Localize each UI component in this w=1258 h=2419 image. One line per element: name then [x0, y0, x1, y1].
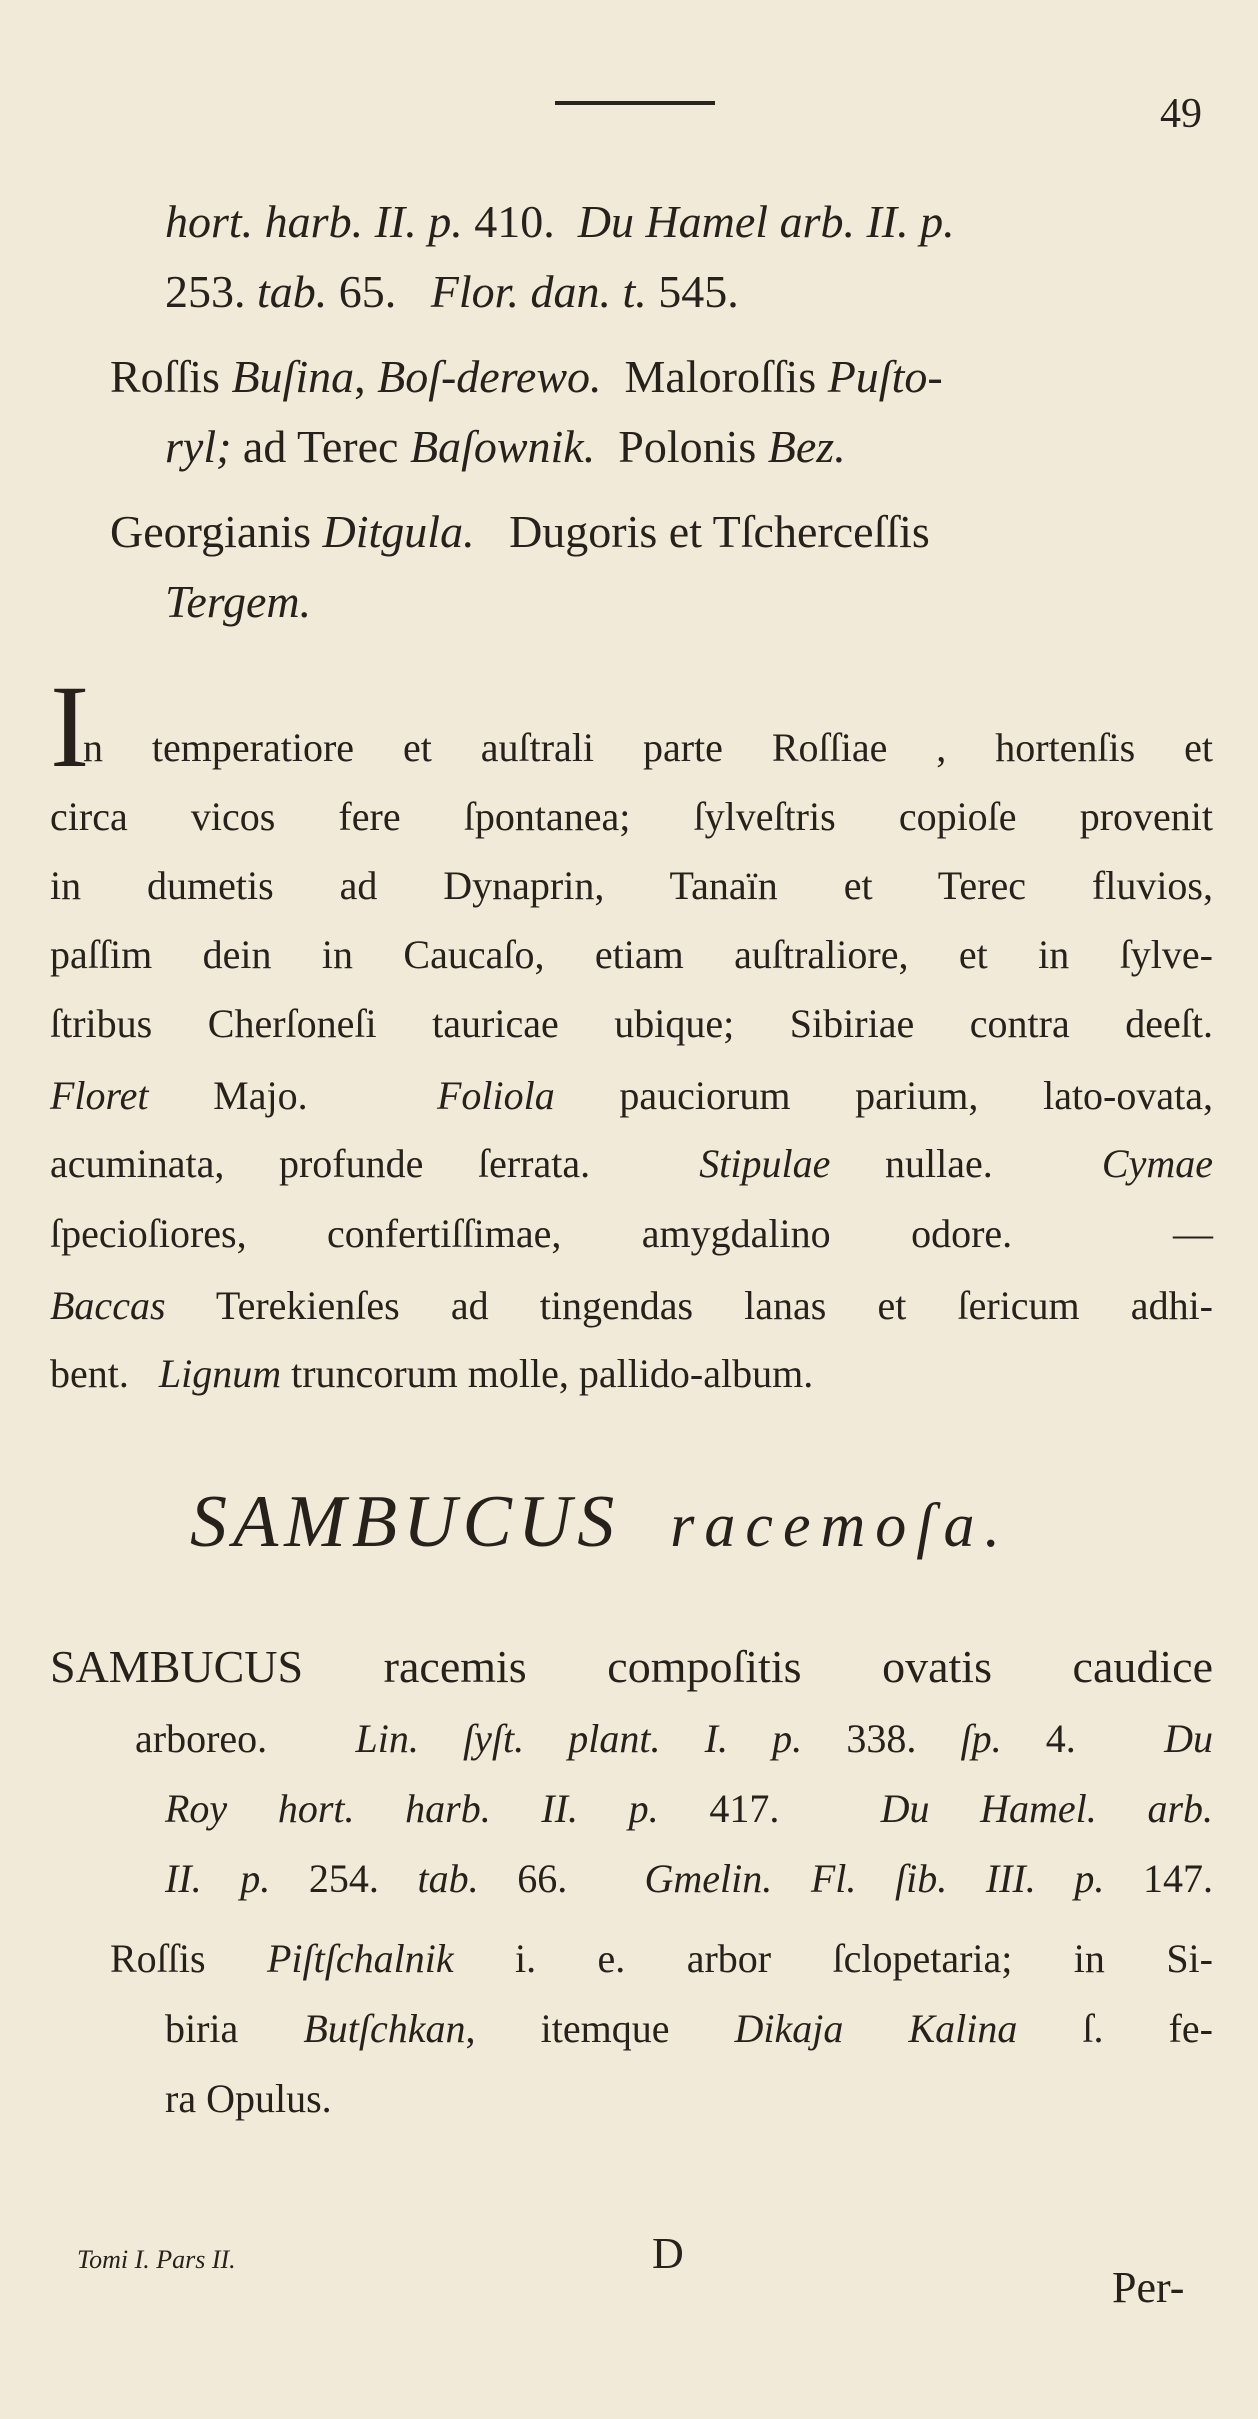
header-rule: [555, 101, 715, 105]
species-epithet: racemoſa.: [670, 1492, 1010, 1560]
text-line: Roſſis Piſtſchalnik i. e. arbor ſclopetaria; in Si-: [110, 1936, 1213, 1981]
text-line: Tergem.: [165, 576, 312, 627]
text-line: Roſſis Buſina, Boſ-derewo. Maloroſſis Puſto-: [110, 351, 943, 402]
text-line: bent. Lignum truncorum molle, pallido-album.: [50, 1351, 814, 1396]
text-line: circa vicos fere ſpontanea; ſylveſtris copioſe provenit: [50, 794, 1213, 839]
genus-name: SAMBUCUS: [190, 1481, 621, 1563]
text-line: hort. harb. II. p. 410. Du Hamel arb. II. p.: [165, 196, 955, 247]
text-line: ryl; ad Terec Baſownik. Polonis Bez.: [165, 421, 846, 472]
text-line: in dumetis ad Dynaprin, Tanaïn et Terec fluvios,: [50, 863, 1213, 908]
signature-mark: Tomi I. Pars II.: [77, 2245, 236, 2274]
text-line: Baccas Terekienſes ad tingendas lanas et ſericum adhi-: [50, 1283, 1213, 1328]
text-line: paſſim dein in Caucaſo, etiam auſtraliore, et in ſylve-: [50, 932, 1213, 977]
text-line: Floret Majo. Foliola pauciorum parium, lato-ovata,: [50, 1073, 1213, 1118]
text-line: SAMBUCUS racemis compoſitis ovatis caudice: [50, 1641, 1213, 1692]
text-line: biria Butſchkan, itemque Dikaja Kalina ſ. fe-: [165, 2006, 1213, 2051]
catchword: Per-: [1112, 2263, 1185, 2312]
text-line: II. p. 254. tab. 66. Gmelin. Fl. ſib. III. p. 147.: [165, 1856, 1214, 1901]
text-line: acuminata, profunde ſerrata. Stipulae nullae. Cymae: [50, 1141, 1213, 1186]
species-heading: [190, 1480, 1010, 1565]
text-line: 253. tab. 65. Flor. dan. t. 545.: [165, 266, 739, 317]
text-line: Georgianis Ditgula. Dugoris et Tſcherceſſis: [110, 506, 930, 557]
text-line: ſpecioſiores, confertiſſimae, amygdalino odore. —: [50, 1211, 1213, 1256]
text-line: ſtribus Cherſoneſi tauricae ubique; Sibiriae contra deeſt.: [50, 1001, 1213, 1046]
text-line: Roy hort. harb. II. p. 417. Du Hamel. arb.: [165, 1786, 1214, 1831]
page-number: 49: [1160, 91, 1202, 137]
drop-capital: I: [50, 661, 90, 792]
text-line: n temperatiore et auſtrali parte Roſſiae , hortenſis et: [83, 725, 1213, 770]
text-line: ra Opulus.: [165, 2076, 332, 2121]
text-line: arboreo. Lin. ſyſt. plant. I. p. 338. ſp. 4. Du: [135, 1716, 1214, 1761]
signature-letter: D: [652, 2229, 684, 2278]
